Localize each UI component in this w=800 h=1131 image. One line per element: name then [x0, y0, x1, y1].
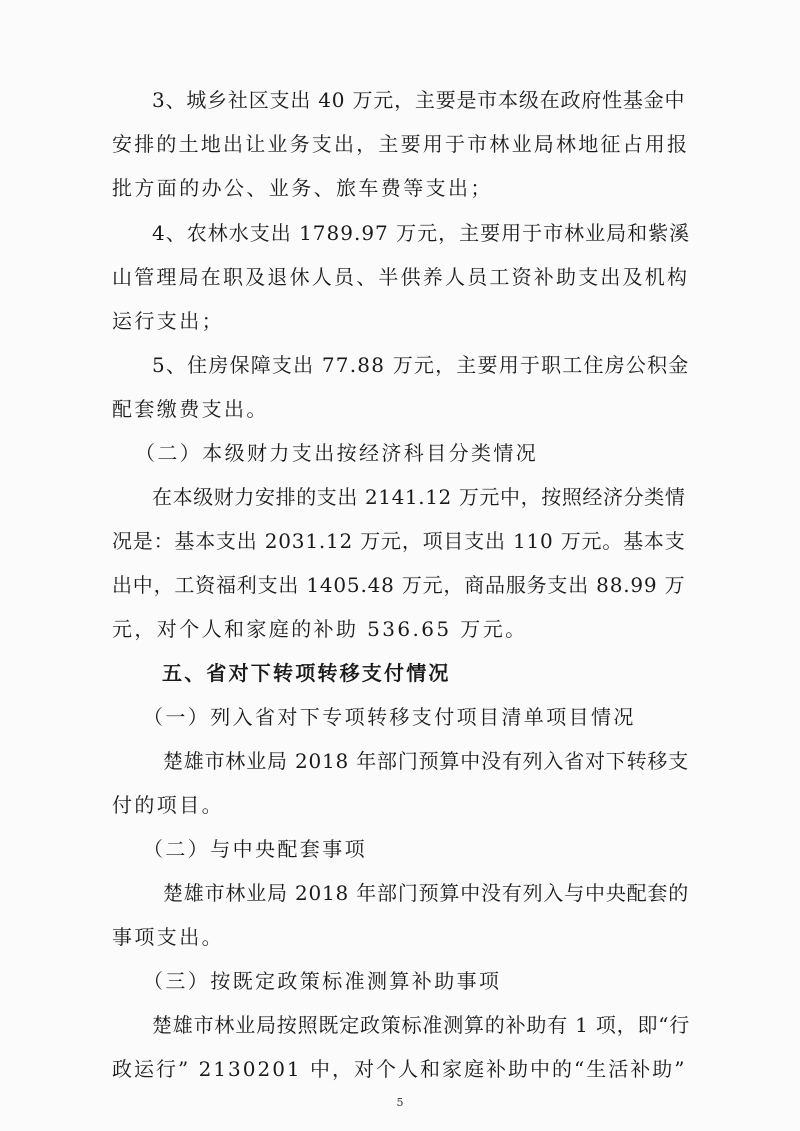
subsection-heading: （一）列入省对下专项转移支付项目清单项目情况: [143, 705, 636, 729]
paragraph-line: 山管理局在职及退休人员、半供养人员工资补助支出及机构: [112, 265, 690, 289]
paragraph-line: 况是：基本支出 2031.12 万元，项目支出 110 万元。基本支: [112, 529, 686, 553]
paragraph-line: 出中，工资福利支出 1405.48 万元，商品服务支出 88.99 万: [112, 573, 686, 597]
paragraph-line: 5、住房保障支出 77.88 万元，主要用于职工住房公积金: [152, 353, 690, 377]
paragraph-line: 配套缴费支出。: [112, 397, 269, 421]
paragraph-line: 元，对个人和家庭的补助 536.65 万元。: [112, 617, 528, 641]
paragraph-line: 楚雄市林业局 2018 年部门预算中没有列入与中央配套的: [163, 881, 690, 905]
paragraph-line: 3、城乡社区支出 40 万元，主要是市本级在政府性基金中: [152, 88, 686, 112]
paragraph-line: 4、农林水支出 1789.97 万元，主要用于市林业局和紫溪: [152, 221, 691, 245]
paragraph-line: 事项支出。: [112, 925, 224, 949]
paragraph-line: 批方面的办公、业务、旅车费等支出；: [112, 176, 493, 200]
paragraph-line: 在本级财力安排的支出 2141.12 万元中，按照经济分类情: [152, 485, 686, 509]
subsection-heading: （二）与中央配套事项: [143, 837, 367, 861]
paragraph-line: 安排的土地出让业务支出，主要用于市林业局林地征占用报: [112, 132, 690, 156]
subsection-heading: （三）按既定政策标准测算补助事项: [143, 969, 502, 993]
paragraph-line: 运行支出；: [112, 309, 224, 333]
paragraph-line: 政运行” 2130201 中，对个人和家庭补助中的“生活补助”: [112, 1057, 687, 1081]
paragraph-line: 楚雄市林业局按照既定政策标准测算的补助有 1 项，即“行: [152, 1013, 691, 1037]
paragraph-line: 付的项目。: [112, 793, 224, 817]
section-heading: 五、省对下转项转移支付情况: [162, 661, 451, 685]
paragraph-line: 楚雄市林业局 2018 年部门预算中没有列入省对下转移支: [163, 749, 690, 773]
subsection-heading: （二）本级财力支出按经济科目分类情况: [135, 441, 539, 465]
page-number: 5: [396, 1096, 404, 1109]
